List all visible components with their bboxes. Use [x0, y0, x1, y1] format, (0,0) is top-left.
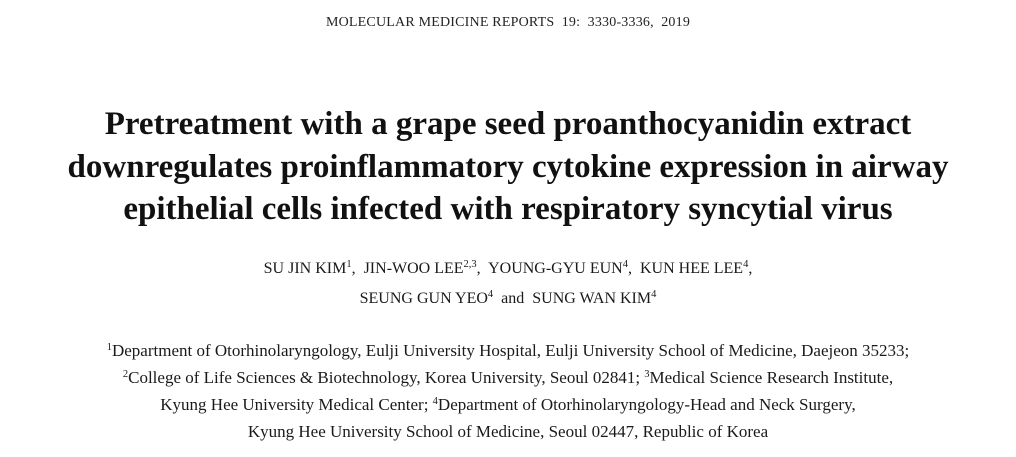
author-affiliation-mark: 4 [651, 289, 657, 300]
author [360, 290, 494, 307]
author-name: SUNG WAN KIM [532, 290, 652, 307]
author [264, 260, 352, 277]
affiliation-line-2 [0, 364, 1016, 391]
author-affiliation-mark: 1 [346, 259, 352, 270]
title-line-3: epithelial cells infected with respiratory syncytial virus [123, 191, 893, 227]
author [488, 260, 628, 277]
journal-name: MOLECULAR MEDICINE REPORTS [325, 15, 555, 30]
separator: , [351, 260, 364, 277]
author [532, 290, 656, 307]
author-conjunction: and [501, 290, 525, 307]
author [640, 260, 748, 277]
author-affiliation-mark: 2,3 [463, 259, 477, 270]
affiliation-text: Medical Science Research Institute, [649, 368, 894, 387]
author-name: YOUNG-GYU EUN [488, 260, 623, 277]
author [364, 260, 477, 277]
affiliation-line-1 [0, 337, 1016, 364]
journal-volume: 19: [561, 15, 581, 30]
affiliation-text: College of Life Sciences & Biotechnology, Korea University, Seoul 02841; [128, 368, 641, 387]
title-line-2: downregulates proinflammatory cytokine expression in airway [67, 148, 949, 185]
affiliation-mark: 1 [106, 342, 112, 353]
separator: , [748, 260, 753, 277]
separator: , [627, 260, 640, 277]
running-header [0, 15, 1016, 31]
author-affiliation-mark: 4 [622, 259, 628, 270]
journal-pages: 3330-3336, [587, 15, 654, 30]
affiliation-list [0, 337, 1016, 445]
journal-year: 2019 [661, 15, 691, 30]
author-name: SU JIN KIM [263, 260, 347, 277]
affiliation-line-4 [0, 418, 1016, 445]
affiliation-mark: 3 [644, 369, 650, 380]
author-name: JIN-WOO LEE [363, 260, 464, 277]
affiliation-text: Kyung Hee University Medical Center; [160, 395, 429, 414]
author-affiliation-mark: 4 [487, 289, 494, 300]
affiliation-text: Department of Otorhinolaryngology, Eulji University Hospital, Eulji University School of Medicine, Daejeon 35233; [111, 341, 910, 360]
title-line-1: Pretreatment with a grape seed proanthocyanidin extract [104, 106, 912, 142]
affiliation-text: Kyung Hee University School of Medicine, Seoul 02447, Republic of Korea [247, 422, 769, 441]
author-name: SEUNG GUN YEO [359, 290, 488, 307]
article-title [0, 103, 1016, 231]
separator: , [476, 260, 489, 277]
author-list [0, 254, 1016, 314]
affiliation-mark: 2 [122, 369, 129, 380]
affiliation-text: Department of Otorhinolaryngology-Head and Neck Surgery, [437, 395, 856, 414]
author-line-1 [0, 254, 1016, 284]
author-line-2 [0, 284, 1016, 314]
affiliation-line-3 [0, 391, 1016, 418]
affiliation-mark: 4 [432, 396, 438, 407]
author-affiliation-mark: 4 [743, 259, 749, 270]
author-name: KUN HEE LEE [639, 260, 744, 277]
